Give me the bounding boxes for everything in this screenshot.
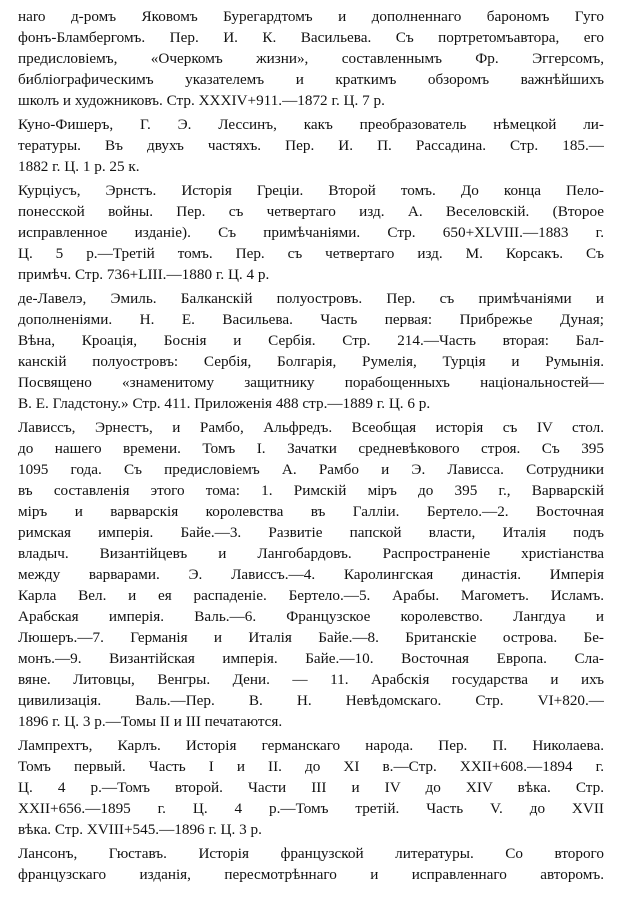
catalog-entry-burckhardt-continuation xyxy=(18,6,604,111)
entry-line: міръ и варварскія королевства въ Галліи. Бертело.—2. Восточная xyxy=(18,503,604,520)
entry-line: исправленное изданіе). Съ примѣчаніями. Стр. 650+XLVIII.—1883 г. xyxy=(18,224,604,241)
entry-line: Курціусъ, Эрнстъ. Исторія Греціи. Второй томъ. До конца Пело- xyxy=(18,182,604,199)
entry-line: 1896 г. Ц. 3 р.—Томы II и III печатаются. xyxy=(18,713,283,730)
entry-line: понесской войны. Пер. съ четвертаго изд. А. Веселовскій. (Второе xyxy=(18,203,604,220)
entry-line: де-Лавелэ, Эмиль. Балканскій полуостровъ. Пер. съ примѣчаніями и xyxy=(18,290,604,307)
entry-line: фонъ-Бламбергомъ. Пер. И. К. Васильева. Съ портретомъавтора, его xyxy=(18,29,604,46)
entry-line: Томъ первый. Часть I и II. до XI в.—Стр. XXII+608.—1894 г. xyxy=(18,758,604,775)
entry-line: 1882 г. Ц. 1 р. 25 к. xyxy=(18,158,140,175)
entry-line: нaro д-ромъ Яковомъ Бурегардтомъ и дополненнаго барономъ Гуго xyxy=(18,8,604,25)
catalog-entry-de-laveleye xyxy=(18,288,604,414)
entry-line: вяне. Литовцы, Венгры. Дени. — 11. Арабскія государства и ихъ xyxy=(18,671,604,688)
entry-line: до нашего времени. Томъ I. Зачатки средневѣкового строя. Съ 395 xyxy=(18,440,604,457)
catalog-entry-lavisse-rambaud xyxy=(18,417,604,732)
entry-line: французскаго изданія, пересмотрѣннаго и исправленнаго авторомъ. xyxy=(18,866,604,883)
entry-line: между варварами. Э. Лависсъ.—4. Каролингская династія. Имперія xyxy=(18,566,604,583)
entry-line: монъ.—9. Византійская имперія. Байе.—10. Восточная Европа. Сла- xyxy=(18,650,604,667)
entry-line: дополненіями. Н. Е. Васильева. Часть первая: Прибрежье Дуная; xyxy=(18,311,604,328)
entry-line: тературы. Въ двухъ частяхъ. Пер. И. П. Рассадина. Стр. 185.— xyxy=(18,137,604,154)
entry-line: вѣка. Стр. XVIII+545.—1896 г. Ц. 3 р. xyxy=(18,821,262,838)
entry-line: школъ и художниковъ. Стр. XXXIV+911.—1872 г. Ц. 7 р. xyxy=(18,92,385,109)
catalog-entry-lanson xyxy=(18,843,604,885)
entry-line: Арабская имперія. Валь.—6. Французское королевство. Лангдуа и xyxy=(18,608,604,625)
catalog-entry-kuno-fischer xyxy=(18,114,604,177)
entry-line: XXII+656.—1895 г. Ц. 4 р.—Томъ третій. Часть V. до XVII xyxy=(18,800,604,817)
entry-line: римская имперія. Байе.—3. Развитіе папской власти, Италія подъ xyxy=(18,524,604,541)
entry-line: цивилизація. Валь.—Пер. В. Н. Невѣдомскаго. Стр. VI+820.— xyxy=(18,692,604,709)
entry-line: въ составленія этого тома: 1. Римскій міръ до 395 г., Варварскій xyxy=(18,482,604,499)
book-catalog-page xyxy=(18,6,604,888)
entry-line: 1095 года. Съ предисловіемъ А. Рамбо и Э. Лависса. Сотрудники xyxy=(18,461,604,478)
catalog-entry-lamprecht xyxy=(18,735,604,840)
entry-line: Ц. 5 р.—Третій томъ. Пер. съ четвертаго изд. М. Корсакъ. Съ xyxy=(18,245,604,262)
entry-line: Ц. 4 р.—Томъ второй. Части III и IV до XIV вѣка. Стр. xyxy=(18,779,604,796)
entry-line: Лависсъ, Эрнестъ, и Рамбо, Альфредъ. Всеобщая исторія съ IV стол. xyxy=(18,419,604,436)
entry-line: В. Е. Гладстону.» Стр. 411. Приложенія 488 стр.—1889 г. Ц. 6 р. xyxy=(18,395,431,412)
entry-line: Посвящено «знаменитому защитнику порабощенныхъ національностей— xyxy=(18,374,604,391)
entry-line: владыч. Византійцевъ и Лангобардовъ. Распространеніе христіанства xyxy=(18,545,604,562)
entry-line: Карла Вел. и ея распаденіе. Бертело.—5. Арабы. Магометъ. Исламъ. xyxy=(18,587,604,604)
entry-line: предисловіемъ, «Очеркомъ жизни», составленнымъ Фр. Эггерсомъ, xyxy=(18,50,604,67)
entry-line: Лансонъ, Гюставъ. Исторія французской литературы. Со второго xyxy=(18,845,604,862)
entry-line: примѣч. Стр. 736+LIII.—1880 г. Ц. 4 р. xyxy=(18,266,270,283)
entry-line: Вѣна, Кроація, Боснія и Сербія. Стр. 214.—Часть вторая: Бал- xyxy=(18,332,604,349)
catalog-entry-curtius xyxy=(18,180,604,285)
entry-line: канскій полуостровъ: Сербія, Болгарія, Румелія, Турція и Румынія. xyxy=(18,353,604,370)
entry-line: библіографическимъ указателемъ и краткимъ обзоромъ важнѣйшихъ xyxy=(18,71,604,88)
entry-line: Люшеръ.—7. Германія и Италія Байе.—8. Британскіе острова. Бе- xyxy=(18,629,604,646)
entry-line: Лампрехтъ, Карлъ. Исторія германскаго народа. Пер. П. Николаева. xyxy=(18,737,604,754)
entry-line: Куно-Фишеръ, Г. Э. Лессинъ, какъ преобразователь нѣмецкой ли- xyxy=(18,116,604,133)
